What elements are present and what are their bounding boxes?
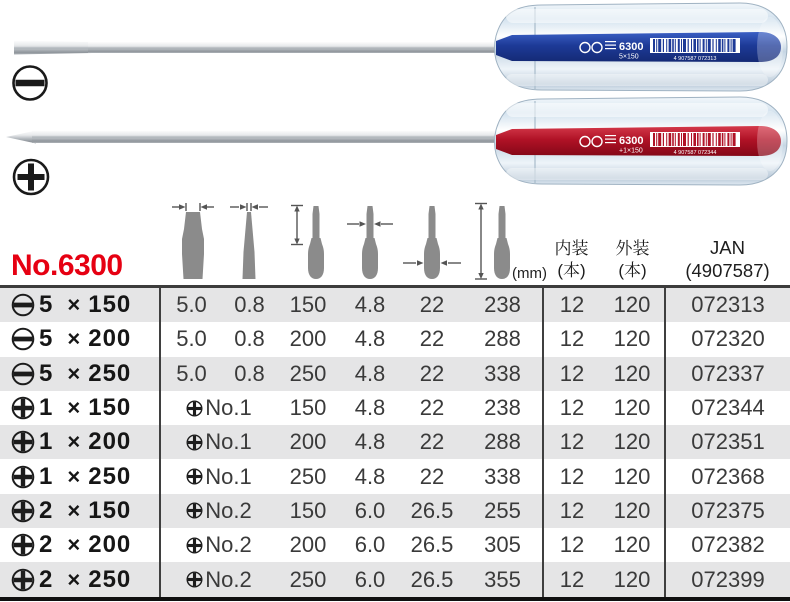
inner-pack-cell: 12	[543, 391, 600, 425]
shaft-length-cell: 150	[289, 395, 327, 421]
jan-code-cell: 072368	[665, 459, 790, 493]
phillips-tip-icon	[11, 396, 35, 420]
overall-length-cell: 305	[484, 532, 521, 558]
handle-diameter-icon	[402, 204, 462, 280]
shaft-diameter-cell: 4.8	[354, 360, 386, 386]
bit-size-cell	[160, 425, 277, 459]
outer-pack-cell: 120	[613, 360, 651, 386]
size-length: 250	[88, 565, 132, 593]
shaft-length-cell: 150	[289, 497, 327, 523]
jan-code-cell: 072399	[665, 562, 790, 598]
bit-size: No.1	[205, 429, 252, 455]
mm-unit-label: (mm)	[512, 265, 547, 282]
product-photos	[0, 0, 790, 207]
size-number: 2	[39, 565, 53, 593]
bit-size: No.1	[205, 395, 252, 421]
multiply-sign: ×	[67, 463, 81, 489]
overall-length-cell: 288	[484, 326, 521, 352]
bit-size: No.2	[205, 566, 252, 592]
phillips-tip-icon	[11, 465, 35, 489]
barcode-digits: 4 907587 072313	[673, 56, 717, 62]
print-line	[605, 142, 616, 143]
jan-code-cell: 072351	[665, 425, 790, 459]
handle-highlight	[757, 111, 783, 171]
multiply-sign: ×	[67, 566, 81, 592]
blade-width-cell: 5.0	[176, 326, 207, 352]
shaft-shadow-line	[14, 48, 494, 49]
size-label-cell	[0, 391, 160, 425]
size-length: 200	[88, 531, 132, 559]
multiply-sign: ×	[67, 429, 81, 455]
phillips-tip-icon	[186, 537, 203, 554]
overall-length-cell: 338	[484, 360, 521, 386]
size-label-cell	[0, 425, 160, 459]
jan-label: JAN	[710, 236, 745, 258]
handle-diameter-cell: 22	[419, 326, 445, 352]
phillips-tip-icon	[186, 502, 203, 519]
size-number: 1	[39, 394, 53, 422]
blade-thickness-icon	[229, 202, 269, 280]
spec-row	[0, 459, 790, 493]
overall-length-cell: 355	[484, 566, 521, 592]
phillips-tip-icon	[11, 430, 35, 454]
blade-width-cell: 5.0	[176, 292, 207, 318]
shaft-length-cell: 200	[289, 326, 327, 352]
shaft-diameter-cell: 4.8	[354, 326, 386, 352]
spec-row	[0, 528, 790, 562]
bit-size: No.1	[205, 463, 252, 489]
spec-row	[0, 322, 790, 356]
size-label-cell	[0, 322, 160, 356]
multiply-sign: ×	[67, 497, 81, 523]
inner-pack-cell: 12	[543, 425, 600, 459]
print-line	[605, 48, 616, 49]
shaft-length-cell: 250	[289, 566, 327, 592]
spec-row	[0, 425, 790, 459]
jan-code-cell: 072382	[665, 528, 790, 562]
shaft-length-cell: 200	[289, 429, 327, 455]
bit-size: No.2	[205, 497, 252, 523]
multiply-sign: ×	[67, 360, 81, 386]
slotted-tip-icon	[11, 293, 35, 317]
outer-pack-cell: 120	[613, 532, 651, 558]
inner-pack-unit: (本)	[557, 260, 586, 280]
model-number-print: 6300	[619, 41, 644, 53]
phillips-tip-icon	[186, 434, 203, 451]
handle-highlight	[757, 17, 783, 77]
shaft-diameter-icon	[340, 204, 400, 280]
size-number: 1	[39, 462, 53, 490]
handle-diameter-cell: 22	[419, 463, 445, 489]
spec-table-body	[0, 288, 790, 599]
phillips-tip-icon	[186, 400, 203, 417]
size-length: 150	[88, 291, 132, 319]
inner-pack-label: 内装	[554, 238, 589, 258]
outer-pack-cell: 120	[613, 463, 651, 489]
size-print: +1×150	[619, 147, 643, 155]
phillips-tip-icon	[186, 468, 203, 485]
inner-pack-cell: 12	[543, 562, 600, 598]
blade-thickness-cell: 0.8	[234, 326, 265, 352]
phillips-tip-icon	[186, 571, 203, 588]
outer-pack-cell: 120	[613, 292, 651, 318]
spec-row	[0, 288, 790, 322]
blue-screwdriver	[14, 3, 787, 91]
size-print: 5×150	[619, 53, 639, 61]
inner-pack-cell: 12	[543, 288, 600, 322]
shaft-diameter-cell: 4.8	[354, 292, 386, 318]
size-label-cell	[0, 357, 160, 391]
spec-row	[0, 494, 790, 528]
outer-pack-header	[600, 238, 665, 282]
size-length: 250	[88, 359, 132, 387]
shaft-diameter-cell: 6.0	[354, 497, 386, 523]
bit-size-cell	[160, 528, 277, 562]
handle-diameter-cell: 26.5	[410, 566, 454, 592]
bit-size-cell	[160, 562, 277, 598]
jan-code-cell: 072320	[665, 322, 790, 356]
inner-pack-cell: 12	[543, 494, 600, 528]
size-length: 200	[88, 428, 132, 456]
overall-length-cell: 338	[484, 463, 521, 489]
jan-prefix: (4907587)	[685, 259, 770, 281]
size-number: 5	[39, 325, 53, 353]
bit-size-cell	[160, 494, 277, 528]
overall-length-cell: 238	[484, 395, 521, 421]
phillips-symbol-icon	[14, 160, 48, 194]
shaft-diameter-cell: 4.8	[354, 395, 386, 421]
shaft-shadow-line	[32, 137, 494, 138]
print-line	[605, 41, 616, 42]
inner-pack-cell: 12	[543, 528, 600, 562]
size-label-cell	[0, 459, 160, 493]
handle-diameter-cell: 22	[419, 429, 445, 455]
multiply-sign: ×	[67, 292, 81, 318]
handle-highlight	[506, 103, 768, 117]
handle-diameter-cell: 26.5	[410, 497, 454, 523]
size-number: 5	[39, 359, 53, 387]
size-label-cell	[0, 562, 160, 598]
phillips-tip	[6, 131, 36, 144]
handle-diameter-cell: 22	[419, 360, 445, 386]
shaft-length-cell: 200	[289, 532, 327, 558]
outer-pack-cell: 120	[613, 395, 651, 421]
size-length: 200	[88, 325, 132, 353]
size-label-cell	[0, 528, 160, 562]
table-header	[0, 207, 790, 288]
red-screwdriver	[6, 97, 787, 185]
shaft-diameter-cell: 6.0	[354, 566, 386, 592]
multiply-sign: ×	[67, 326, 81, 352]
blade-width-cell: 5.0	[176, 360, 207, 386]
print-line	[605, 45, 616, 46]
size-number: 2	[39, 531, 53, 559]
print-line	[605, 135, 616, 136]
outer-pack-label: 外装	[615, 238, 650, 258]
blade-width-icon	[171, 202, 215, 280]
handle-diameter-cell: 22	[419, 395, 445, 421]
outer-pack-unit: (本)	[618, 260, 647, 280]
overall-length-cell: 255	[484, 497, 521, 523]
handle-highlight	[506, 9, 768, 23]
bit-size-cell	[160, 459, 277, 493]
shaft-length-icon	[285, 204, 331, 280]
jan-code-cell: 072337	[665, 357, 790, 391]
spec-table	[0, 288, 790, 601]
phillips-tip-icon	[11, 533, 35, 557]
bit-size-cell	[160, 391, 277, 425]
shaft-diameter-cell: 4.8	[354, 429, 386, 455]
size-length: 150	[88, 496, 132, 524]
handle-diameter-cell: 26.5	[410, 532, 454, 558]
blade-thickness-cell: 0.8	[234, 292, 265, 318]
slotted-symbol-icon	[14, 67, 47, 100]
jan-code-cell: 072313	[665, 288, 790, 322]
shaft-length-cell: 250	[289, 463, 327, 489]
inner-pack-cell: 12	[543, 357, 600, 391]
shaft-diameter-cell: 4.8	[354, 463, 386, 489]
product-number: No.6300	[11, 249, 123, 282]
multiply-sign: ×	[67, 532, 81, 558]
overall-length-cell: 288	[484, 429, 521, 455]
size-label-cell	[0, 288, 160, 322]
size-label-cell	[0, 494, 160, 528]
inner-pack-header	[543, 238, 600, 282]
shaft-length-cell: 150	[289, 292, 327, 318]
bit-size: No.2	[205, 532, 252, 558]
phillips-tip-icon	[11, 499, 35, 523]
spec-row	[0, 391, 790, 425]
inner-pack-cell: 12	[543, 459, 600, 493]
shaft-length-cell: 250	[289, 360, 327, 386]
size-length: 150	[88, 394, 132, 422]
outer-pack-cell: 120	[613, 429, 651, 455]
size-number: 1	[39, 428, 53, 456]
outer-pack-cell: 120	[613, 326, 651, 352]
handle-diameter-cell: 22	[419, 292, 445, 318]
handle-highlight	[506, 74, 768, 86]
jan-code-cell: 072375	[665, 494, 790, 528]
print-line	[605, 139, 616, 140]
slotted-tip-icon	[11, 327, 35, 351]
slotted-tip-icon	[11, 362, 35, 386]
size-number: 5	[39, 291, 53, 319]
size-length: 250	[88, 462, 132, 490]
barcode-digits: 4 907587 072344	[673, 150, 717, 156]
jan-code-cell: 072344	[665, 391, 790, 425]
phillips-tip-icon	[11, 568, 35, 592]
size-number: 2	[39, 496, 53, 524]
inner-pack-cell: 12	[543, 322, 600, 356]
outer-pack-cell: 120	[613, 497, 651, 523]
outer-pack-cell: 120	[613, 566, 651, 592]
overall-length-cell: 238	[484, 292, 521, 318]
handle-highlight	[506, 168, 768, 180]
multiply-sign: ×	[67, 395, 81, 421]
jan-header	[665, 236, 790, 282]
spec-row	[0, 357, 790, 391]
overall-length-icon	[471, 202, 517, 280]
model-number-print: 6300	[619, 135, 644, 147]
shaft-diameter-cell: 6.0	[354, 532, 386, 558]
spec-row	[0, 562, 790, 598]
blade-thickness-cell: 0.8	[234, 360, 265, 386]
